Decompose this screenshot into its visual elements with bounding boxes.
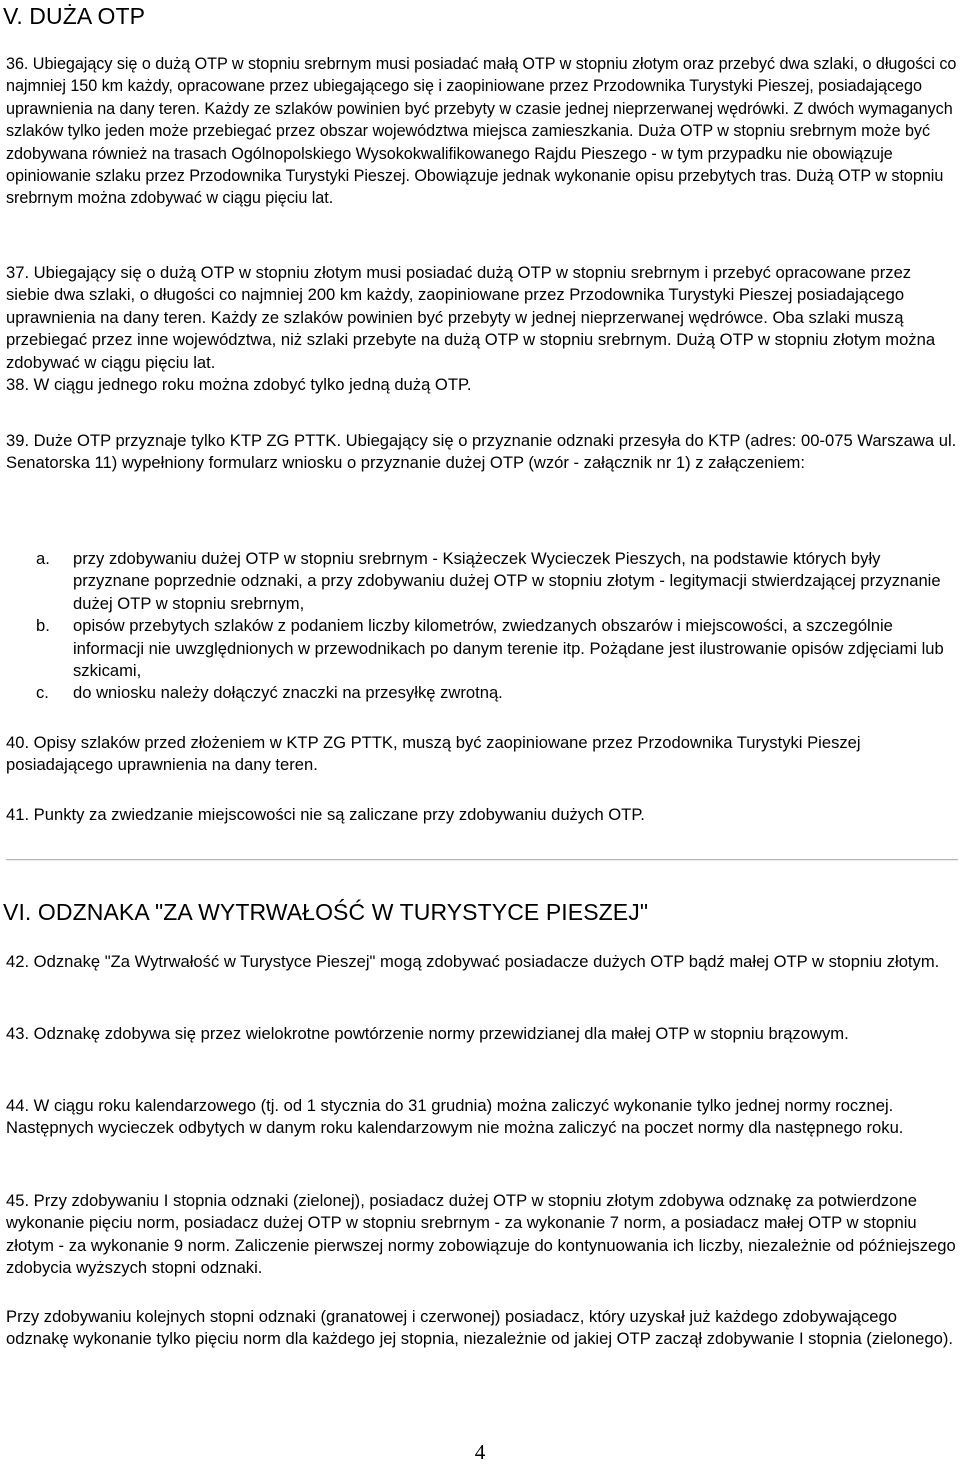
paragraph-36: 36. Ubiegający się o dużą OTP w stopniu srebrnym musi posiadać małą OTP w stopniu złotym oraz przebyć dwa szlaki, o długości co najmniej 150 km każdy, opracowane przez ubiegającego się i zaopiniowane przez Przodownika Turystyki Pieszej, posiadającego uprawnienia na dany teren. Każdy ze szlaków powinien być przebyty w czasie jednej nieprzerwanej wędrówki. Z dwóch wymaganych szlaków tylko jeden może przebiegać przez obszar województwa miejsca zamieszkania. Duża OTP w stopniu srebrnym może być zdobywana również na trasach Ogólnopolskiego Wysokokwalifikowanego Rajdu Pieszego - w tym przypadku nie obowiązuje opiniowanie szlaku przez Przodownika Turystyki Pieszej. Obowiązuje jednak wykonanie opisu przebytych tras. Dużą OTP w stopniu srebrnym można zdobywać w ciągu pięciu lat. xyxy=(6,55,957,208)
list-item xyxy=(0,615,958,682)
horizontal-divider xyxy=(6,859,958,861)
attachment-list xyxy=(0,548,958,705)
paragraph-42: 42. Odznakę "Za Wytrwałość w Turystyce Pieszej" mogą zdobywać posiadacze dużych OTP bądź małej OTP w stopniu złotym. xyxy=(6,952,940,971)
list-item xyxy=(0,682,958,704)
list-item-text: opisów przebytych szlaków z podaniem liczby kilometrów, zwiedzanych obszarów i miejscowości, a szczególnie informacji nie uwzględnionych w przewodnikach po danym terenie itp. Pożądane jest ilustrowanie opisów zdjęciami lub szkicami, xyxy=(73,616,944,681)
page-number: 4 xyxy=(474,1440,486,1464)
paragraph-45: 45. Przy zdobywaniu I stopnia odznaki (zielonej), posiadacz dużej OTP w stopniu złotym zdobywa odznakę za potwierdzone wykonanie pięciu norm, posiadacz dużej OTP w stopniu srebrnym - za wykonanie 7 norm, a posiadacz małej OTP w stopniu złotym - za wykonanie 9 norm. Zaliczenie pierwszej normy zobowiązuje do kontynuowania ich liczby, niezależnie od późniejszego zdobycia wyższych stopni odznaki. xyxy=(6,1191,956,1278)
list-item xyxy=(0,548,958,615)
list-item-text: przy zdobywaniu dużej OTP w stopniu srebrnym - Książeczek Wycieczek Pieszych, na podstawie których były przyznane poprzednie odznaki, a przy zdobywaniu dużej OTP w stopniu złotym - legitymacji stwierdzającej przyznanie dużej OTP w stopniu srebrnym, xyxy=(73,549,941,613)
section-heading-5: V. DUŻA OTP xyxy=(3,3,146,29)
list-marker: a. xyxy=(36,549,50,568)
paragraph-39: 39. Duże OTP przyznaje tylko KTP ZG PTTK. Ubiegający się o przyznanie odznaki przesyła do KTP (adres: 00-075 Warszawa ul. Senatorska 11) wypełniony formularz wniosku o przyznanie dużej OTP (wzór - załącznik nr 1) z załączeniem: xyxy=(6,431,957,473)
paragraph-40: 40. Opisy szlaków przed złożeniem w KTP ZG PTTK, muszą być zaopiniowane przez Przodownika Turystyki Pieszej posiadającego uprawnienia na dany teren. xyxy=(6,733,861,775)
list-marker: c. xyxy=(36,683,49,703)
paragraph-41: 41. Punkty za zwiedzanie miejscowości nie są zaliczane przy zdobywaniu dużych OTP. xyxy=(6,805,645,824)
list-marker: b. xyxy=(36,616,50,636)
paragraph-37: 37. Ubiegający się o dużą OTP w stopniu złotym musi posiadać dużą OTP w stopniu srebrnym i przebyć opracowane przez siebie dwa szlaki, o długości co najmniej 200 km każdy, zaopiniowane przez Przodownika Turystyki Pieszej posiadającego uprawnienia na dany teren. Każdy ze szlaków powinien być przebyty w jednej nieprzerwanej wędrówce. Oba szlaki muszą przebiegać przez inne województwa, niż szlaki przebyte na dużą OTP w stopniu srebrnym. Dużą OTP w stopniu złotym można zdobywać w ciągu pięciu lat. xyxy=(6,263,936,372)
section-heading-6: VI. ODZNAKA "ZA WYTRWAŁOŚĆ W TURYSTYCE PIESZEJ" xyxy=(3,899,649,925)
paragraph-44: 44. W ciągu roku kalendarzowego (tj. od 1 stycznia do 31 grudnia) można zaliczyć wykonanie tylko jednej normy rocznej. Następnych wycieczek odbytych w danym roku kalendarzowym nie można zaliczyć na poczet normy dla następnego roku. xyxy=(6,1096,904,1138)
paragraph-38: 38. W ciągu jednego roku można zdobyć tylko jedną dużą OTP. xyxy=(6,375,472,394)
list-item-text: do wniosku należy dołączyć znaczki na przesyłkę zwrotną. xyxy=(73,683,503,703)
paragraph-45-continued: Przy zdobywaniu kolejnych stopni odznaki (granatowej i czerwonej) posiadacz, który uzyskał już każdego zdobywającego odznakę wykonanie tylko pięciu norm dla każdego jej stopnia, niezależnie od jakiej OTP zaczął zdobywanie I stopnia (zielonego). xyxy=(6,1307,954,1349)
paragraph-43: 43. Odznakę zdobywa się przez wielokrotne powtórzenie normy przewidzianej dla małej OTP w stopniu brązowym. xyxy=(6,1024,849,1043)
